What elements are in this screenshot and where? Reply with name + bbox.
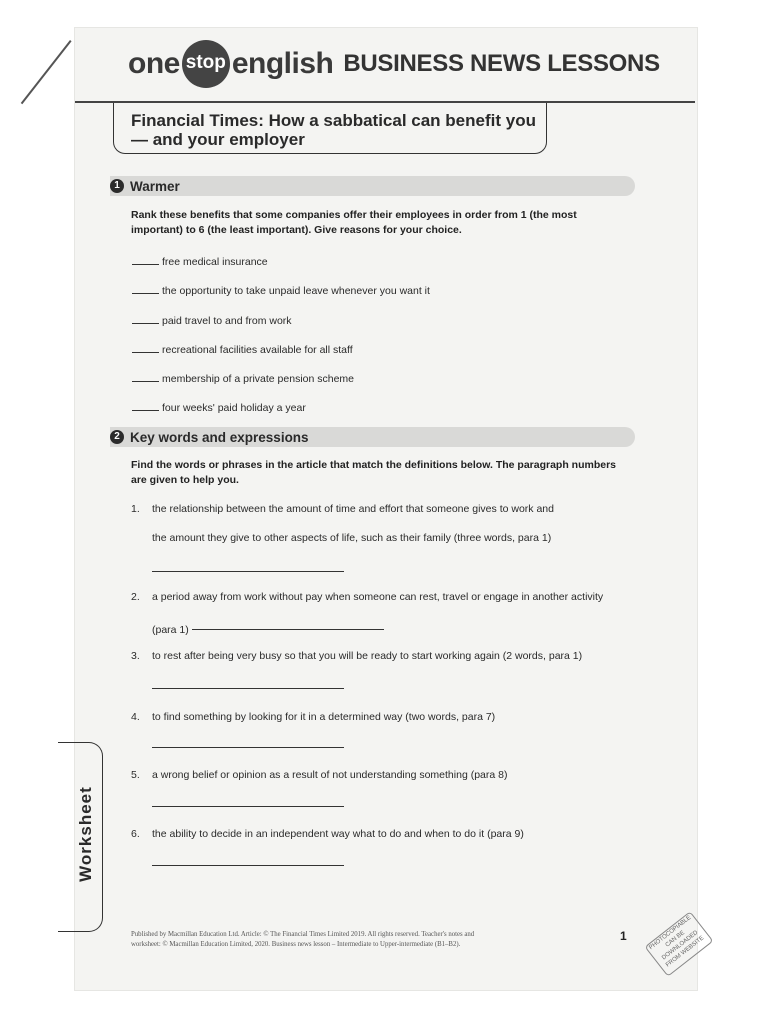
section-label: Warmer: [130, 178, 180, 194]
question-2: 2. a period away from work without pay when someone can rest, travel or engage in another activity: [131, 591, 604, 603]
rank-item: membership of a private pension scheme: [132, 373, 354, 385]
answer-line[interactable]: [192, 629, 384, 630]
photocopiable-stamp: PHOTOCOPIABLE CAN BE DOWNLOADED FROM WEBSITE: [644, 911, 713, 977]
page-corner-line: [21, 40, 72, 104]
answer-line[interactable]: [152, 688, 344, 689]
question-6: 6. the ability to decide in an independent way what to do and when to do it (para 9): [131, 828, 524, 840]
section-label: Key words and expressions: [130, 429, 309, 445]
question-4: 4. to find something by looking for it in a determined way (two words, para 7): [131, 711, 496, 723]
rank-blank[interactable]: [132, 323, 159, 324]
brand-stop-circle: stop: [182, 40, 230, 88]
section-number: 2: [110, 430, 124, 444]
footer-line-2: worksheet: © Macmillan Education Limited, 2020. Business news lesson – Intermediate to Upper-intermediate (B1–B2).: [131, 941, 461, 948]
lesson-title: Financial Times: How a sabbatical can benefit you — and your employer: [131, 111, 536, 149]
footer-line-1: Published by Macmillan Education Ltd. Article: © The Financial Times Limited 2019. All rights reserved. Teacher's notes and: [131, 931, 475, 938]
series-title: BUSINESS NEWS LESSONS: [343, 50, 660, 77]
answer-line[interactable]: [152, 865, 344, 866]
answer-line[interactable]: [152, 571, 344, 572]
brand-logo: [128, 42, 660, 86]
rank-item: free medical insurance: [132, 256, 268, 268]
question-3: 3. to rest after being very busy so that you will be ready to start working again (2 words, para 1): [131, 650, 583, 662]
answer-line[interactable]: [152, 806, 344, 807]
section-header-keywords: [110, 427, 635, 447]
rank-blank[interactable]: [132, 410, 159, 411]
brand-one: one: [128, 47, 180, 80]
rank-item: paid travel to and from work: [132, 315, 292, 327]
keywords-instruction: Find the words or phrases in the article that match the definitions below. The paragraph numbers are given to help you.: [131, 459, 617, 486]
question-5: 5. a wrong belief or opinion as a result of not understanding something (para 8): [131, 769, 508, 781]
question-1: 1. the relationship between the amount of time and effort that someone gives to work and: [131, 503, 554, 515]
rank-item: recreational facilities available for all staff: [132, 344, 353, 356]
question-1-cont: the amount they give to other aspects of life, such as their family (three words, para 1): [152, 532, 552, 544]
answer-line[interactable]: [152, 747, 344, 748]
lesson-title-box: [113, 103, 547, 154]
rank-blank[interactable]: [132, 264, 159, 265]
question-2-cont: (para 1): [152, 624, 189, 636]
footer-copyright: [131, 930, 581, 950]
rank-blank[interactable]: [132, 381, 159, 382]
brand-english: english: [231, 47, 334, 80]
rank-blank[interactable]: [132, 352, 159, 353]
page-number: 1: [620, 929, 627, 943]
section-number: 1: [110, 179, 124, 193]
rank-item: four weeks' paid holiday a year: [132, 402, 306, 414]
worksheet-label: Worksheet: [76, 786, 95, 882]
rank-blank[interactable]: [132, 293, 159, 294]
section-header-warmer: [110, 176, 635, 196]
warmer-instruction: Rank these benefits that some companies offer their employees in order from 1 (the most important) to 6 (the least important). Give reasons for your choice.: [131, 209, 577, 236]
rank-item: the opportunity to take unpaid leave whenever you want it: [132, 285, 430, 297]
